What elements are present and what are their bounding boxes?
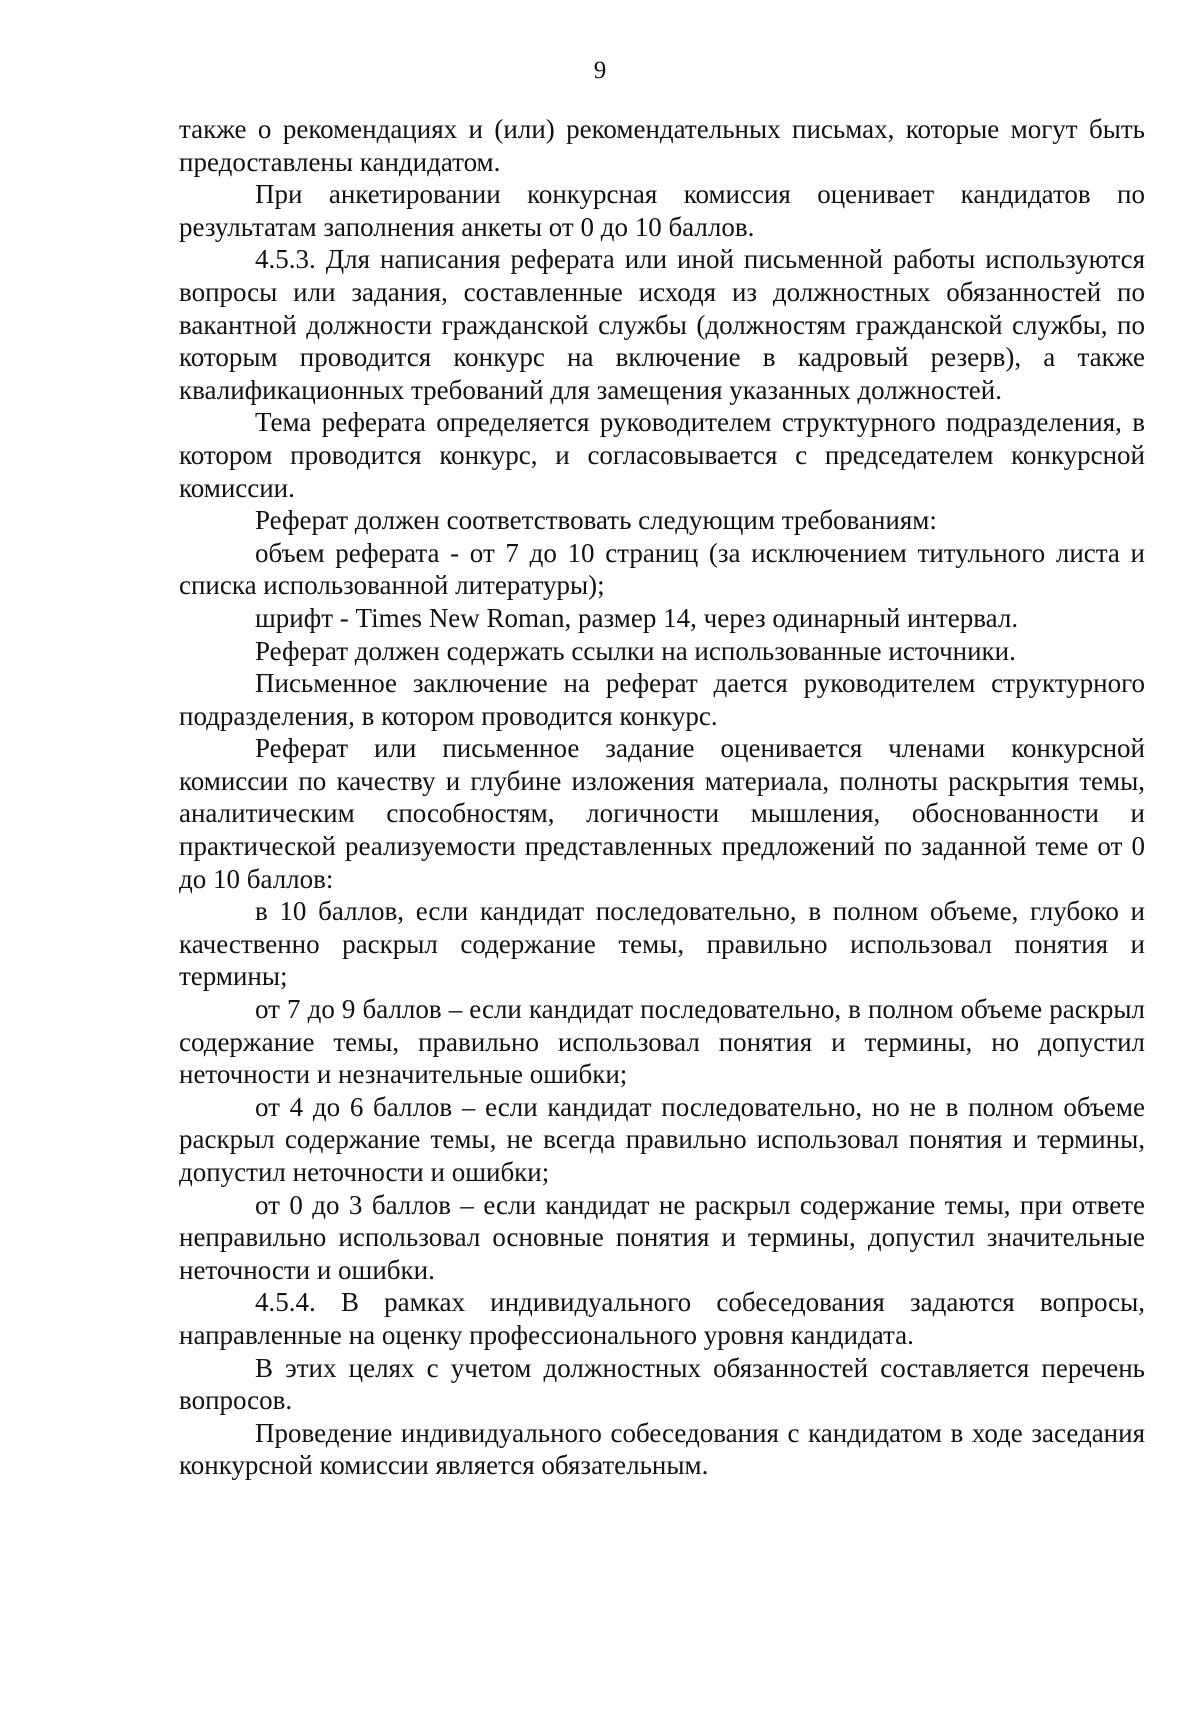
document-body xyxy=(179,113,1145,1482)
paragraph-interview-mandatory: Проведение индивидуального собеседования с кандидатом в ходе заседания конкурсной комиссии является обязательным. xyxy=(179,1417,1145,1481)
paragraph-continuation: также о рекомендациях и (или) рекомендательных письмах, которые могут быть предоставлены кандидатом. xyxy=(179,114,1145,177)
paragraph-essay-font: шрифт - Times New Roman, размер 14, через одинарный интервал. xyxy=(255,602,1019,633)
paragraph-score-10: в 10 баллов, если кандидат последовательно, в полном объеме, глубоко и качественно раскрыл содержание темы, правильно использовал понятия и термины; xyxy=(179,896,1145,992)
paragraph-essay-evaluation: Реферат или письменное задание оценивается членами конкурсной комиссии по качеству и глубине изложения материала, полноты раскрытия темы, аналитическим способностям, логичности мышления, обоснованности и практической реализуемости представленных предложений по заданной теме от 0 до 10 баллов: xyxy=(179,733,1145,894)
paragraph-question-list: В этих целях с учетом должностных обязанностей составляется перечень вопросов. xyxy=(179,1352,1145,1416)
paragraph-4-5-4: 4.5.4. В рамках индивидуального собеседования задаются вопросы, направленные на оценку профессионального уровня кандидата. xyxy=(179,1287,1145,1350)
paragraph-score-7-9: от 7 до 9 баллов – если кандидат последовательно, в полном объеме раскрыл содержание темы, правильно использовал понятия и термины, но допустил неточности и незначительные ошибки; xyxy=(179,994,1145,1090)
paragraph-score-4-6: от 4 до 6 баллов – если кандидат последовательно, но не в полном объеме раскрыл содержание темы, не всегда правильно использовал понятия и термины, допустил неточности и ошибки; xyxy=(179,1091,1145,1187)
paragraph-written-conclusion: Письменное заключение на реферат дается руководителем структурного подразделения, в котором проводится конкурс. xyxy=(179,668,1145,731)
paragraph-essay-volume: объем реферата - от 7 до 10 страниц (за исключением титульного листа и списка использованной литературы); xyxy=(179,537,1145,601)
paragraph-essay-topic: Тема реферата определяется руководителем структурного подразделения, в котором проводится конкурс, и согласовывается с председателем конкурсной комиссии. xyxy=(179,407,1145,503)
paragraph-questionnaire-scoring: При анкетировании конкурсная комиссия оценивает кандидатов по результатам заполнения анкеты от 0 до 10 баллов. xyxy=(179,179,1145,242)
paragraph-essay-references: Реферат должен содержать ссылки на использованные источники. xyxy=(255,635,1016,666)
page-number: 9 xyxy=(593,57,607,84)
paragraph-4-5-3: 4.5.3. Для написания реферата или иной письменной работы используются вопросы или задания, составленные исходя из должностных обязанностей по вакантной должности гражданской службы (должностям гражданской службы, по которым проводится конкурс на включение в кадровый резерв), а также квалификационных требований для замещения указанных должностей. xyxy=(179,244,1145,405)
paragraph-essay-requirements: Реферат должен соответствовать следующим требованиям: xyxy=(255,505,937,536)
paragraph-score-0-3: от 0 до 3 баллов – если кандидат не раскрыл содержание темы, при ответе неправильно использовал основные понятия и термины, допустил значительные неточности и ошибки. xyxy=(179,1189,1145,1285)
